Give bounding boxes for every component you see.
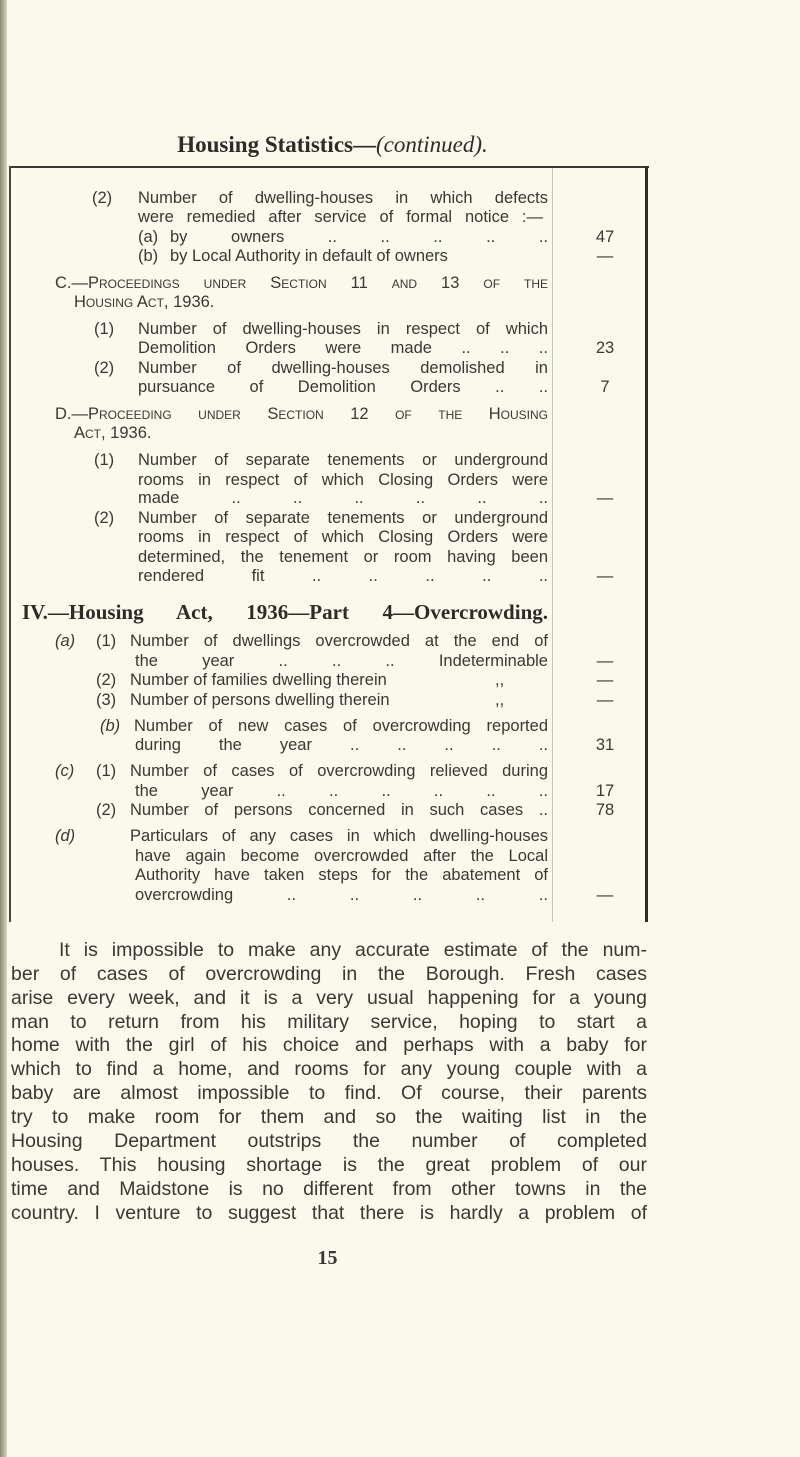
section-heading: Act, 1936. [74,424,152,442]
item-text: Number of new cases of overcrowding reported [134,717,548,735]
body-text-line: man to return from his military service, hoping to start a [11,1011,647,1033]
value-cell: 7 [600,378,610,396]
sub-label: (a) [138,228,159,246]
sub-label: (a) [55,632,76,650]
item-text: the year .. .. .. Indeterminable [135,652,548,670]
item-text: have again become overcrowded after the Local [135,847,548,865]
item-text: Number of dwelling-houses demolished in [138,359,548,377]
body-text-line: ber of cases of overcrowding in the Borough. Fresh cases [11,963,647,985]
item-number: (1) [96,632,117,650]
sub-label: (b) [138,247,159,265]
body-text-line: country. I venture to suggest that there is hardly a problem of [11,1202,647,1224]
sub-label: (c) [55,762,75,780]
value-cell: 47 [595,228,615,246]
body-text-line: baby are almost impossible to find. Of course, their parents [11,1082,647,1104]
item-text: overcrowding .. .. .. .. .. [135,886,548,904]
item-text: during the year .. .. .. .. .. [135,736,548,754]
value-cell: — [596,691,614,709]
book-gutter [0,0,7,1457]
ditto-mark: ,, [495,671,505,689]
value-cell: — [596,567,614,585]
item-number: (3) [96,691,117,709]
value-cell: — [596,247,614,265]
title-continued: (continued). [375,132,488,157]
item-text: were remedied after service of formal notice :— [138,208,543,226]
value-cell: — [596,489,614,507]
page-number: 15 [317,1247,338,1269]
item-number: (1) [94,451,115,469]
table-left-border [9,166,11,922]
item-text: Number of persons concerned in such cases .. [130,801,548,819]
item-text: Demolition Orders were made .. .. .. [138,339,548,357]
value-cell: — [596,671,614,689]
body-text-line: It is impossible to make any accurate estimate of the num- [59,939,647,961]
item-number: (2) [92,189,113,207]
value-cell: 78 [595,801,615,819]
value-cell: — [596,886,614,904]
section-heading: Housing Act, 1936. [74,293,215,311]
item-text: Authority have taken steps for the abatement of [135,866,548,884]
table-top-border [9,166,649,168]
item-text: Number of families dwelling therein [130,671,387,689]
item-text: rooms in respect of which Closing Orders were [138,471,548,489]
body-text-line: arise every week, and it is a very usual happening for a young [11,987,647,1009]
item-text: rendered fit .. .. .. .. .. [138,567,548,585]
item-text: Number of dwelling-houses in respect of which [138,320,548,338]
item-number: (2) [94,359,115,377]
value-cell: 17 [595,782,615,800]
item-text: determined, the tenement or room having been [138,548,548,566]
sub-label: (d) [55,827,76,845]
item-number: (2) [94,509,115,527]
item-text: by Local Authority in default of owners [170,247,448,265]
item-text: Number of separate tenements or underground [138,451,548,469]
item-text: Number of separate tenements or underground [138,509,548,527]
title-text: Housing Statistics— [177,132,376,157]
item-text: rooms in respect of which Closing Orders were [138,528,548,546]
sub-label: (b) [100,717,121,735]
item-text: Number of dwelling-houses in which defects [138,189,548,207]
value-column-divider [552,168,553,922]
item-text: the year .. .. .. .. .. .. [135,782,548,800]
item-number: (2) [96,671,117,689]
section-heading: D.—Proceeding under Section 12 of the Housing [55,405,548,423]
item-number: (2) [96,801,117,819]
item-number: (1) [96,762,117,780]
item-text: by owners .. .. .. .. .. [170,228,548,246]
value-cell: — [596,652,614,670]
section-heading: C.—Proceedings under Section 11 and 13 of the [55,274,548,292]
body-text-line: time and Maidstone is no different from other towns in the [11,1178,647,1200]
item-text: Number of cases of overcrowding relieved during [130,762,548,780]
ditto-mark: ,, [495,691,505,709]
item-number: (1) [94,320,115,338]
body-text-line: Housing Department outstrips the number of completed [11,1130,647,1152]
table-right-border [645,166,648,922]
section-heading-iv: IV.—Housing Act, 1936—Part 4—Overcrowding. [22,600,548,624]
item-text: Particulars of any cases in which dwelling-houses [130,827,548,845]
body-text-line: try to make room for them and so the waiting list in the [11,1106,647,1128]
body-text-line: home with the girl of his choice and perhaps with a baby for [11,1034,647,1056]
body-text-line: houses. This housing shortage is the great problem of our [11,1154,647,1176]
value-cell: 23 [595,339,615,357]
item-text: pursuance of Demolition Orders .. .. [138,378,548,396]
item-text: Number of persons dwelling therein [130,691,390,709]
item-text: Number of dwellings overcrowded at the end of [130,632,548,650]
item-text: made .. .. .. .. .. .. [138,489,548,507]
value-cell: 31 [595,736,615,754]
page-title [0,132,665,158]
body-text-line: which to find a home, and rooms for any young couple with a [11,1058,647,1080]
